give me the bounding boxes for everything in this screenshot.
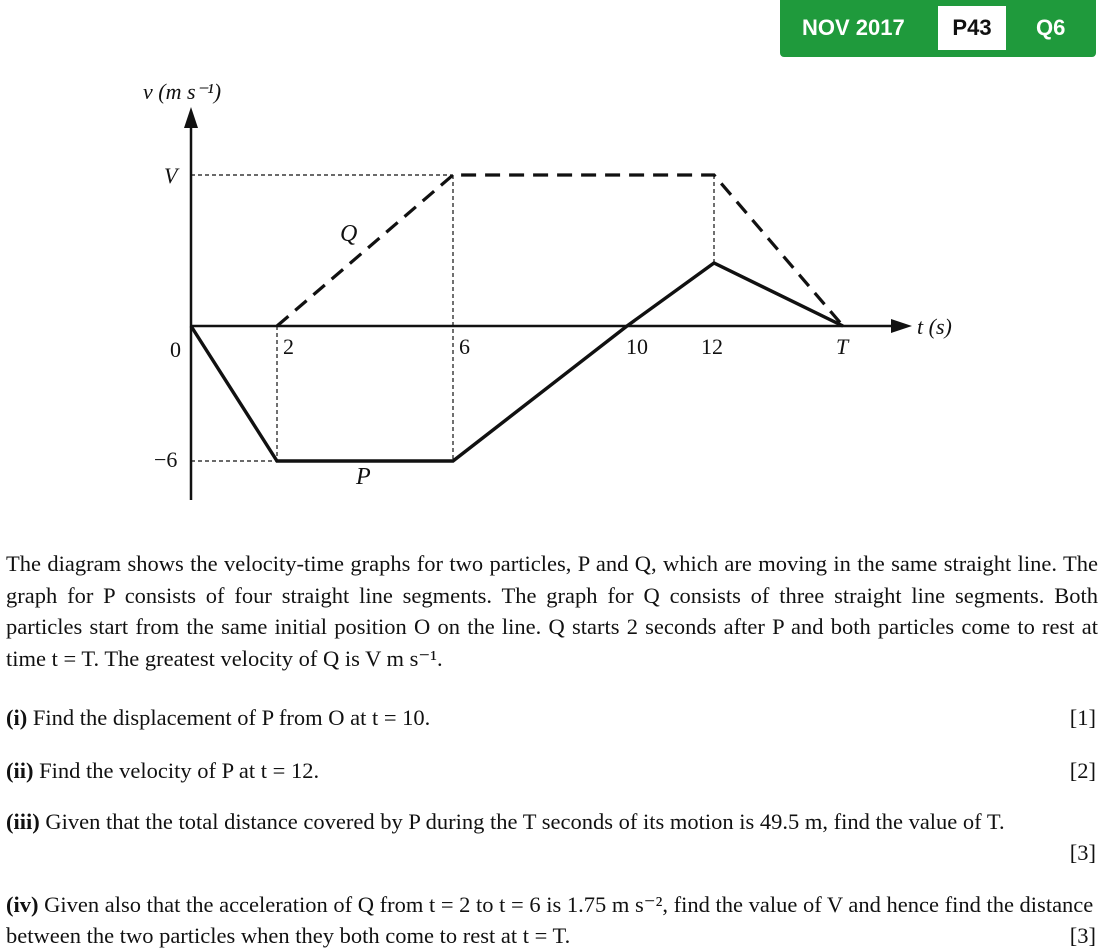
- x-tick-T: T: [836, 334, 849, 359]
- y-tick-minus6: −6: [154, 447, 178, 472]
- question-part-iii: [6, 806, 1098, 865]
- x-tick-10: 10: [626, 334, 648, 359]
- part-text: Find the velocity of P at t = 12.: [39, 758, 320, 783]
- exam-session: NOV 2017: [802, 15, 905, 40]
- question-part-ii: [6, 755, 1098, 786]
- part-label: (iii): [6, 809, 40, 834]
- marks: [1]: [1069, 705, 1096, 730]
- question-part-iv: [6, 889, 1098, 951]
- marks: [3]: [1069, 840, 1096, 865]
- y-tick-V: V: [164, 163, 178, 188]
- series-P-label: P: [356, 464, 371, 490]
- question-part-i: [6, 702, 1098, 733]
- v-axis-arrow: [184, 107, 198, 128]
- part-text: Given also that the acceleration of Q from t = 2 to t = 6 is 1.75 m s⁻², find the value of V and hence find the distance between the two particles when they both come to rest at t = T.: [6, 892, 1094, 948]
- question-number: Q6: [1036, 15, 1066, 40]
- x-tick-6: 6: [459, 334, 470, 359]
- t-axis-arrow: [891, 319, 912, 333]
- marks: [3]: [1069, 923, 1096, 948]
- part-text: Find the displacement of P from O at t = 10.: [32, 705, 431, 730]
- series-Q-label: Q: [340, 221, 358, 247]
- series-P-line: [191, 263, 843, 461]
- part-label: (ii): [6, 758, 34, 783]
- marks: [2]: [1069, 758, 1096, 783]
- question-stem: The diagram shows the velocity-time graphs for two particles, P and Q, which are moving in the same straight line. The graph for P consists of four straight line segments. The graph for Q consists of three straight line segments. Both particles start from the same initial position O on the line. Q starts 2 seconds after P and both particles come to rest at time t = T. The greatest velocity of Q is V m s⁻¹.: [6, 551, 1098, 671]
- part-label: (iv): [6, 892, 39, 917]
- x-tick-12: 12: [701, 334, 723, 359]
- series-Q-line: [277, 175, 843, 326]
- part-label: (i): [6, 705, 28, 730]
- y-tick-0: 0: [170, 337, 181, 362]
- v-axis-label: v (m s⁻¹): [143, 79, 222, 104]
- x-tick-2: 2: [283, 334, 294, 359]
- paper-code: P43: [938, 6, 1006, 50]
- part-text: Given that the total distance covered by P during the T seconds of its motion is 49.5 m, find the value of T.: [45, 809, 1005, 834]
- t-axis-label: t (s): [917, 314, 952, 339]
